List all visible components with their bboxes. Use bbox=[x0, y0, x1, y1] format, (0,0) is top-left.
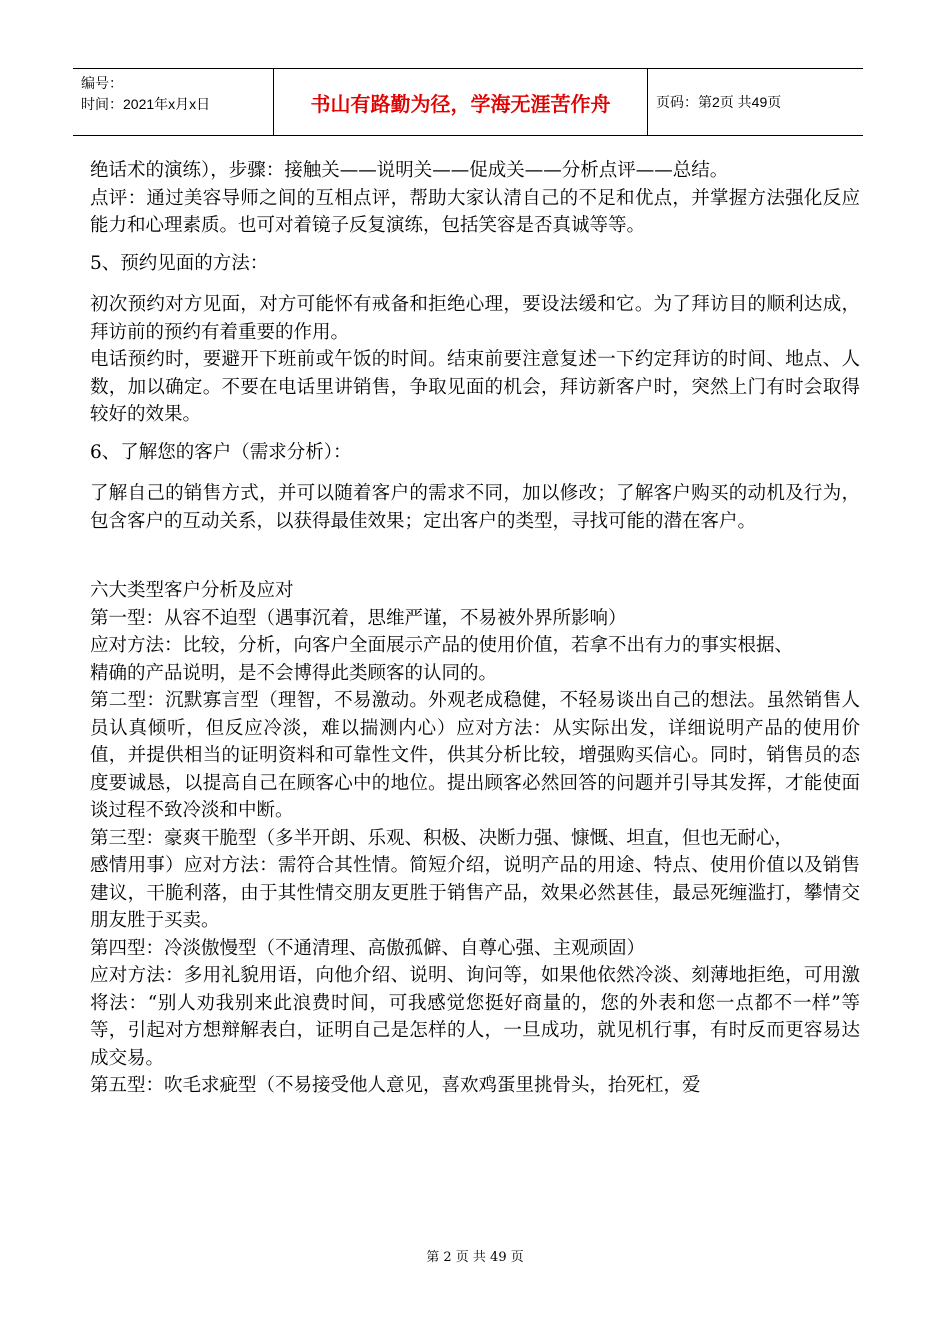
document-body bbox=[90, 157, 860, 1100]
paragraph: 第四型：冷淡傲慢型（不通清理、高傲孤僻、自尊心强、主观顽固） bbox=[90, 937, 646, 959]
paragraph: 精确的产品说明，是不会博得此类顾客的认同的。 bbox=[90, 662, 498, 684]
section-heading: 六大类型客户分析及应对 bbox=[90, 580, 294, 601]
header-meta bbox=[73, 69, 274, 135]
page-footer: 第 2 页 共 49 页 bbox=[426, 1250, 524, 1265]
header-motto: 书山有路勤为径，学海无涯苦作舟 bbox=[274, 69, 648, 135]
paragraph: 初次预约对方见面，对方可能怀有戒备和拒绝心理，要设法缓和它。为了拜访目的顺利达成，拜访前的预约有着重要的作用。 bbox=[90, 294, 860, 343]
paragraph: 第五型：吹毛求疵型（不易接受他人意见，喜欢鸡蛋里挑骨头，抬死杠，爱 bbox=[90, 1075, 701, 1096]
paragraph: 了解自己的销售方式，并可以随着客户的需求不同，加以修改；了解客户购买的动机及行为，包含客户的互动关系，以获得最佳效果；定出客户的类型，寻找可能的潜在客户。 bbox=[90, 483, 860, 532]
paragraph: 点评：通过美容导师之间的互相点评，帮助大家认清自己的不足和优点，并掌握方法强化反应能力和心理素质。也可对着镜子反复演练，包括笑容是否真诚等等。 bbox=[90, 187, 860, 236]
section-heading: 6、了解您的客户（需求分析）： bbox=[90, 441, 352, 463]
paragraph: 电话预约时，要避开下班前或午饭的时间。结束前要注意复述一下约定拜访的时间、地点、人数，加以确定。不要在电话里讲销售，争取见面的机会，拜访新客户时，突然上门有时会取得较好的效果。 bbox=[90, 349, 860, 425]
time-label: 时间：2021年x月x日 bbox=[81, 96, 211, 112]
paragraph: 感情用事）应对方法：需符合其性情。简短介绍，说明产品的用途、特点、使用价值以及销售建议，干脆利落，由于其性情交朋友更胜于销售产品，效果必然甚佳，最忌死缠滥打，攀情交朋友胜于买卖。 bbox=[90, 855, 860, 931]
paragraph: 应对方法：比较，分析，向客户全面展示产品的使用价值，若拿不出有力的事实根据、 bbox=[90, 635, 794, 656]
paragraph: 应对方法：多用礼貌用语，向他介绍、说明、询问等，如果他依然冷淡、刻薄地拒绝，可用激将法：“别人劝我别来此浪费时间，可我感觉您挺好商量的，您的外表和您一点都不一样”等等，引起对方想辩解表白，证明自己是怎样的人，一旦成功，就见机行事，有时反而更容易达成交易。 bbox=[90, 965, 860, 1069]
number-label: 编号： bbox=[81, 75, 123, 91]
paragraph: 第二型：沉默寡言型（理智，不易激动。外观老成稳健，不轻易谈出自己的想法。虽然销售人员认真倾听，但反应冷淡，难以揣测内心）应对方法：从实际出发，详细说明产品的使用价值，并提供相当的证明资料和可靠性文件，供其分析比较，增强购买信心。同时，销售员的态度要诚恳，以提高自己在顾客心中的地位。提出顾客必然回答的问题并引导其发挥，才能使面谈过程不致冷淡和中断。 bbox=[90, 690, 860, 821]
header-page-label: 页码：第2页 共49页 bbox=[656, 94, 782, 110]
paragraph: 第一型：从容不迫型（遇事沉着，思维严谨，不易被外界所影响） bbox=[90, 607, 627, 629]
document-header bbox=[73, 68, 863, 136]
paragraph: 绝话术的演练），步骤：接触关——说明关——促成关——分析点评——总结。 bbox=[90, 160, 729, 181]
section-heading: 5、预约见面的方法： bbox=[90, 252, 269, 274]
paragraph: 第三型：豪爽干脆型（多半开朗、乐观、积极、决断力强、慷慨、坦直，但也无耐心， bbox=[90, 827, 794, 849]
